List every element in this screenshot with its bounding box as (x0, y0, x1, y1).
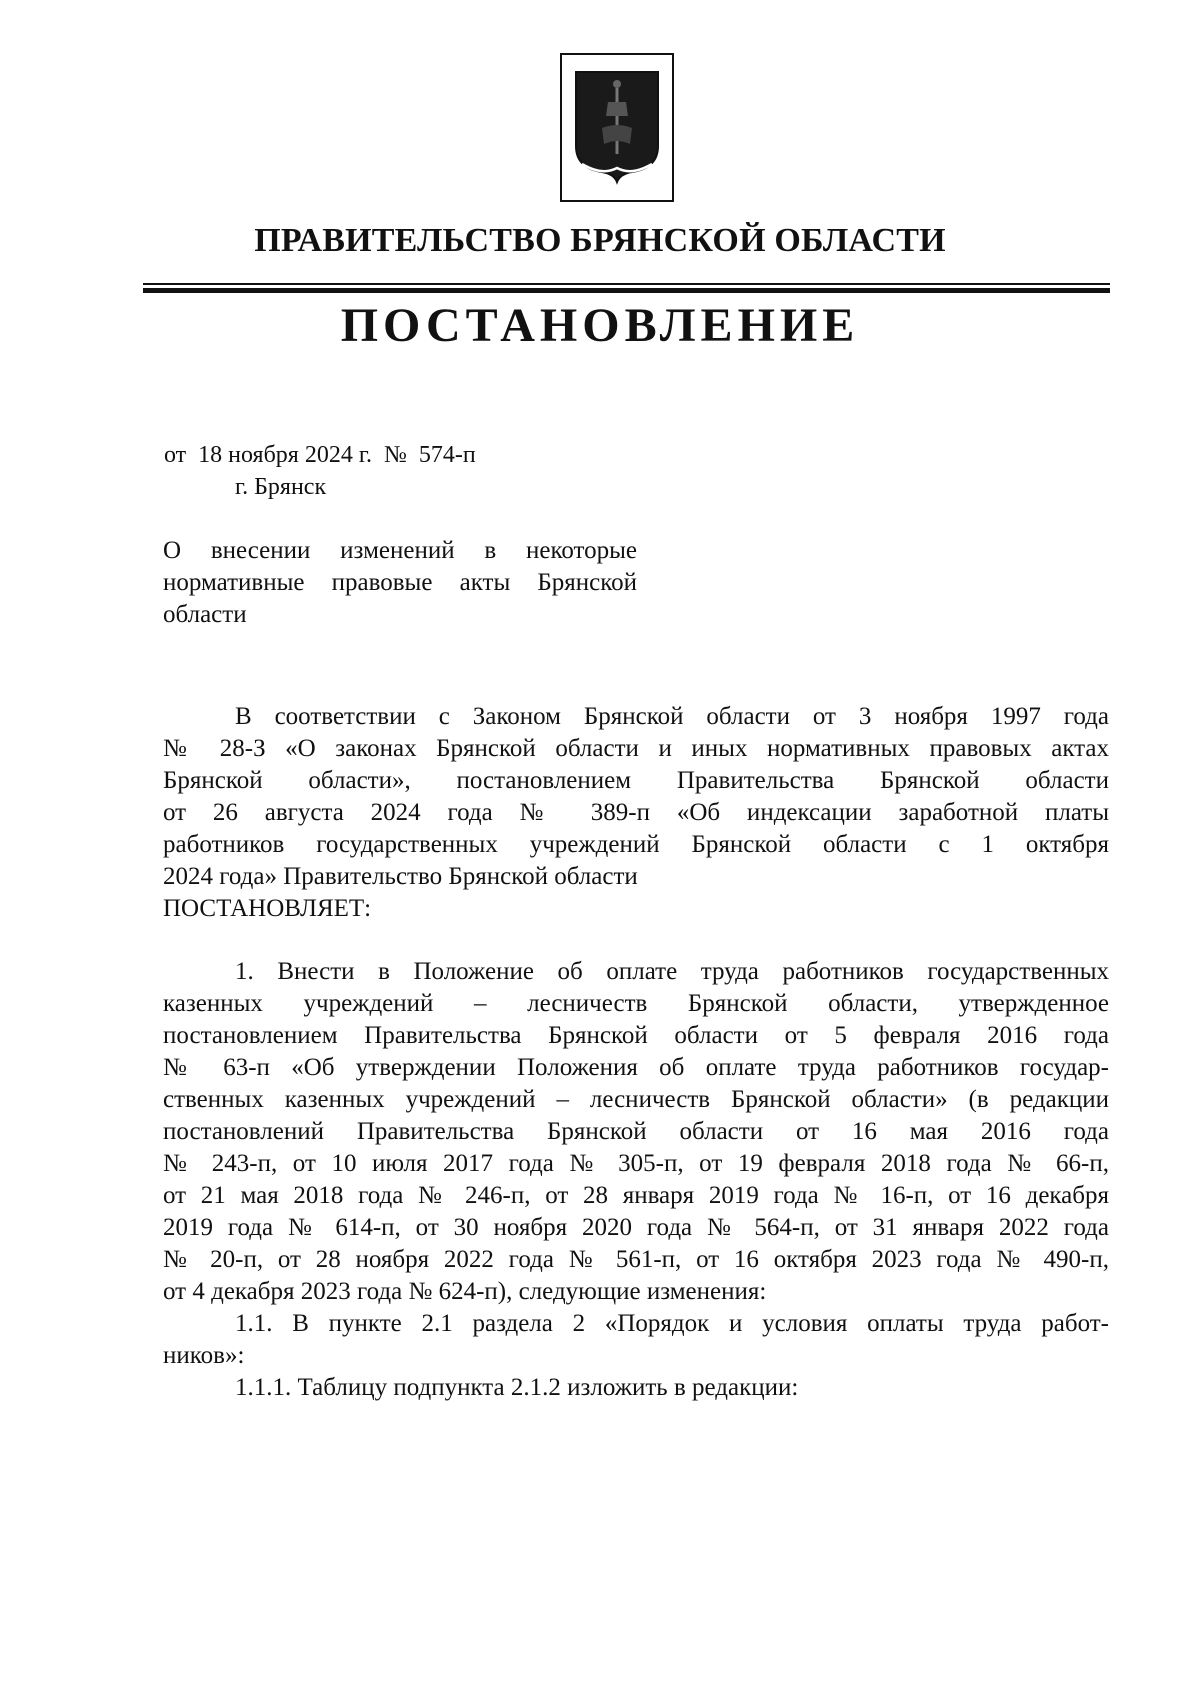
item-1-line: постановлением Правительства Брянской области от 5 февраля 2016 года (163, 1022, 1109, 1049)
preamble-line: 2024 года» Правительство Брянской области (163, 863, 638, 890)
date-number-line: от 18 ноября 2024 г. № 574-п (164, 442, 476, 468)
item-1-paragraph (163, 956, 1109, 1404)
preamble-line: № 28-З «О законах Брянской области и иных нормативных правовых актах (163, 735, 1109, 762)
subject-line: О внесении изменений в некоторые (163, 537, 637, 564)
item-1-line: 2019 года № 614-п, от 30 ноября 2020 года № 564-п, от 31 января 2022 года (163, 1214, 1109, 1241)
item-1-line: № 20-п, от 28 ноября 2022 года № 561-п, от 16 октября 2023 года № 490-п, (163, 1246, 1109, 1273)
document-type-title: ПОСТАНОВЛЕНИЕ (340, 299, 860, 352)
coat-of-arms-icon (560, 53, 674, 202)
item-1-line: ственных казенных учреждений – лесничеств Брянской области» (в редакции (163, 1086, 1109, 1113)
preamble-line: В соответствии с Законом Брянской области от 3 ноября 1997 года (235, 703, 1109, 730)
item-1-line: постановлений Правительства Брянской области от 16 мая 2016 года (163, 1118, 1109, 1145)
coat-of-arms-image (572, 68, 662, 186)
item-1-line: № 243-п, от 10 июля 2017 года № 305-п, от 19 февраля 2018 года № 66-п, (163, 1150, 1109, 1177)
item-1-1-line: 1.1. В пункте 2.1 раздела 2 «Порядок и условия оплаты труда работ- (235, 1310, 1109, 1337)
item-1-1-1-line: 1.1.1. Таблицу подпункта 2.1.2 изложить в редакции: (235, 1374, 799, 1401)
item-1-line: № 63-п «Об утверждении Положения об оплате труда работников государ- (163, 1054, 1109, 1081)
preamble-line: Брянской области», постановлением Правительства Брянской области (163, 767, 1109, 794)
preamble-line: работников государственных учреждений Брянской области с 1 октября (163, 831, 1109, 858)
issue-city: г. Брянск (235, 474, 327, 500)
item-1-1-line: ников»: (163, 1342, 245, 1369)
item-1-line: от 4 декабря 2023 года № 624-п), следующие изменения: (163, 1278, 767, 1305)
subject-line: области (163, 601, 247, 628)
resolves-word: ПОСТАНОВЛЯЕТ: (163, 895, 372, 922)
document-subject (163, 535, 637, 631)
header-rule-thin (143, 283, 1110, 285)
header-rule-thick (143, 288, 1110, 293)
preamble-line: от 26 августа 2024 года № 389-п «Об индексации заработной платы (163, 799, 1109, 826)
preamble-paragraph (163, 701, 1109, 925)
item-1-line: от 21 мая 2018 года № 246-п, от 28 января 2019 года № 16-п, от 16 декабря (163, 1182, 1109, 1209)
item-1-line: 1. Внести в Положение об оплате труда работников государственных (235, 958, 1109, 985)
government-name: ПРАВИТЕЛЬСТВО БРЯНСКОЙ ОБЛАСТИ (254, 222, 946, 259)
subject-line: нормативные правовые акты Брянской (163, 569, 637, 596)
item-1-line: казенных учреждений – лесничеств Брянской области, утвержденное (163, 990, 1109, 1017)
